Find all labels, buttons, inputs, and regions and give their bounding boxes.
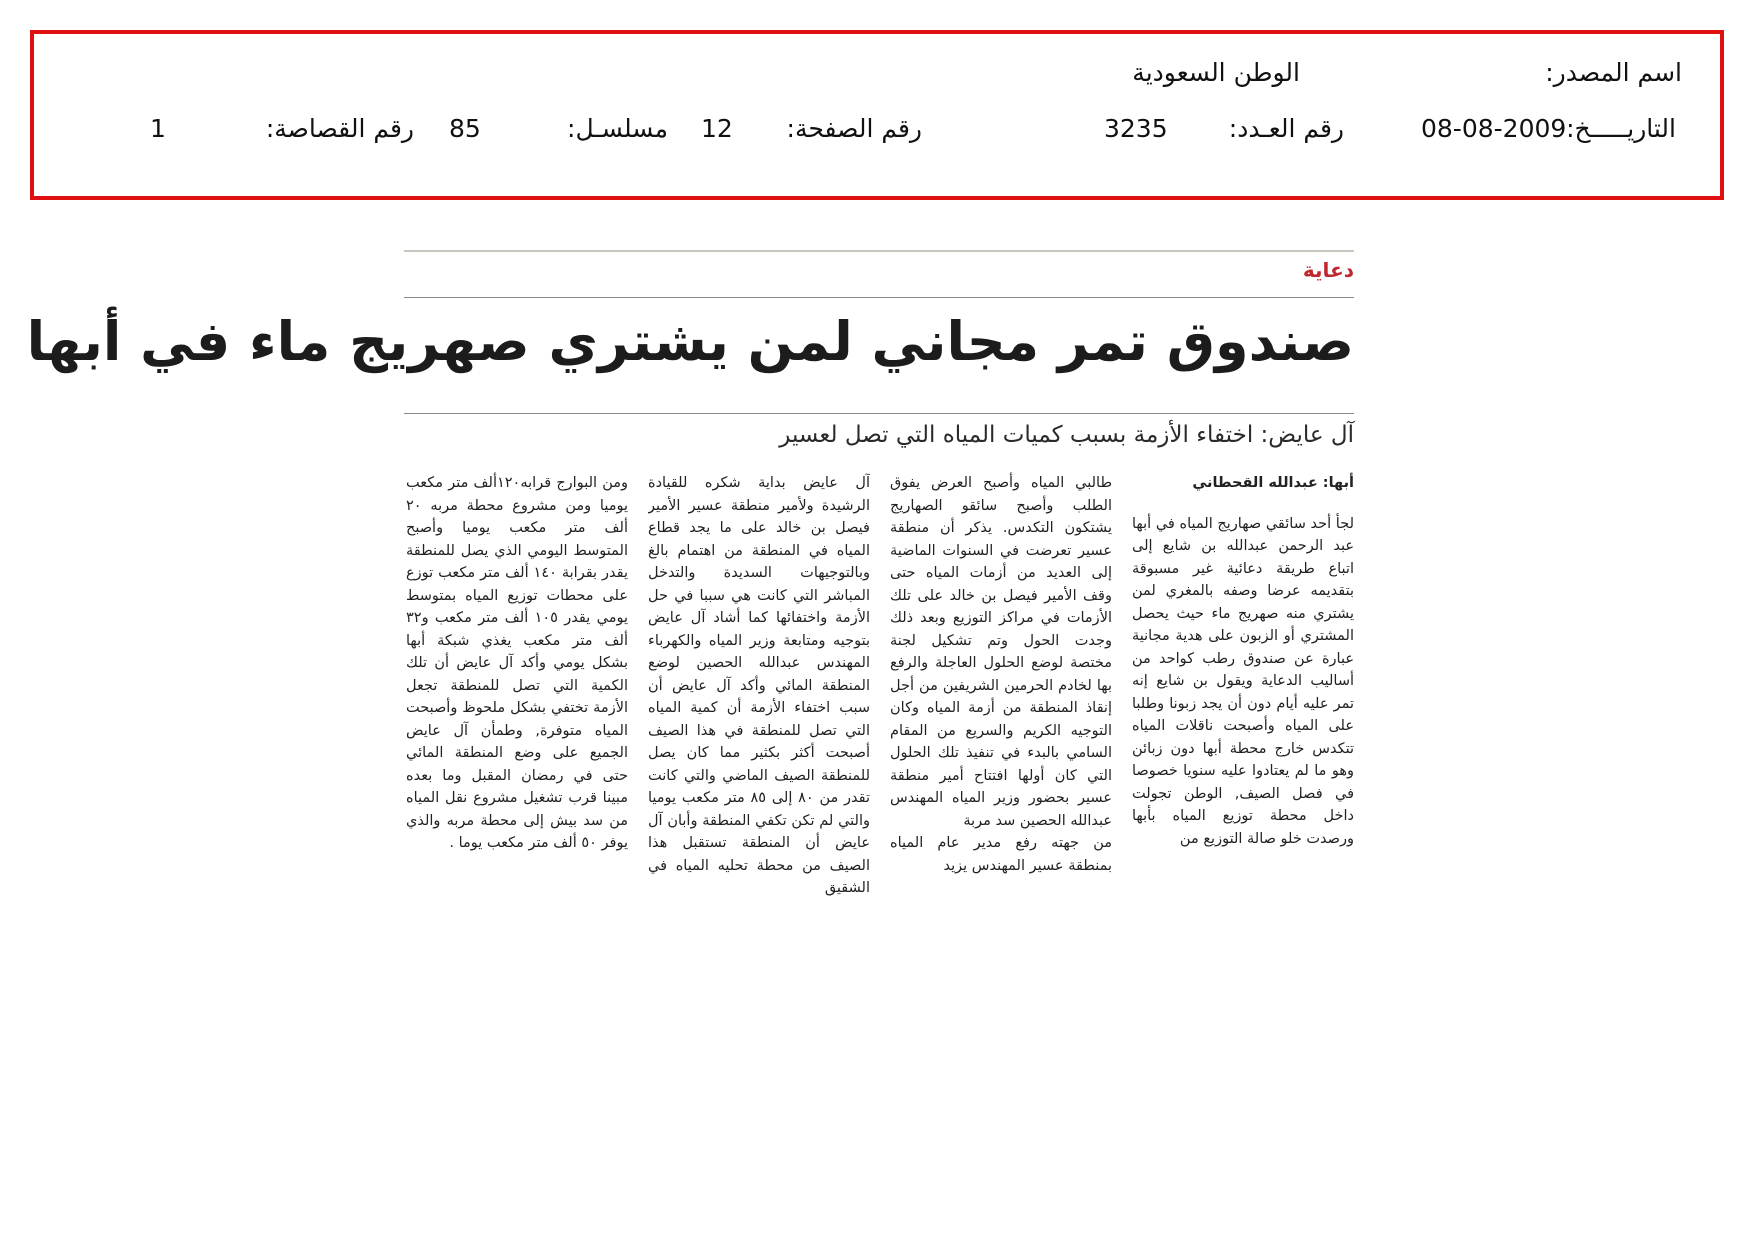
section-label: دعاية [1302, 258, 1354, 282]
column-2-text: طالبي المياه وأصبح العرض يفوق الطلب وأصبح سائقو الصهاريج يشتكون التكدس. يذكر أن منطقة عسير تعرضت في السنوات الماضية إلى العديد من أزمات المياه حتى وقف الأمير فيصل بن خالد على تلك الأزمات في مراكز التوزيع وبعد ذلك وجدت الحول وتم تشكيل لجنة مختصة لوضع الحلول العاجلة والرفع بها لخادم الحرمين الشريفين من أجل إنقاذ المنطقة من أزمة المياه وكان التوجيه الكريم والسريع من المقام السامي بالبدء في تنفيذ تلك الحلول التي كان أولها افتتاح أمير منطقة عسير بحضور وزير المياه المهندس عبدالله الحصين سد مربة من جهته رفع مدير عام المياه بمنطقة عسير المهندس يزيد [890, 475, 1112, 874]
newspaper-article [26, 250, 1354, 910]
date-value: 08-08-2009 [1421, 114, 1567, 143]
issue-label: رقم العـدد: [1228, 114, 1344, 143]
byline: أبها: عبدالله القحطاني [1192, 475, 1354, 491]
section-rule [404, 297, 1354, 298]
page-value: 12 [701, 114, 733, 143]
top-rule [404, 250, 1354, 252]
serial-label: مسلسـل: [567, 114, 668, 143]
subheadline: آل عايض: اختفاء الأزمة بسبب كميات المياه التي تصل لعسير [779, 422, 1354, 448]
serial-value: 85 [449, 114, 481, 143]
article-column-4 [406, 472, 628, 902]
column-4-text: ومن البوارج قرابه١٢٠ألف متر مكعب يوميا ومن مشروع محطة مربه ٢٠ ألف متر مكعب يوميا وأصبح المتوسط اليومي الذي يصل للمنطقة يقدر بقرابة ١٤٠ ألف متر مكعب توزع على محطات توزيع المياه بمتوسط يومي يقدر ١٠٥ ألف متر مكعب و٣٢ ألف متر مكعب يغذي شبكة أبها بشكل يومي وأكد آل عايض أن تلك الكمية التي تصل للمنطقة تجعل الأزمة تختفي بشكل ملحوظ وأصبحت المياه متوفرة, وطمأن آل عايض الجميع على وضع المنطقة المائي حتى في رمضان المقبل وما بعده مبينا قرب تشغيل مشروع نقل المياه من سد بيش إلى محطة مربه والذي يوفر ٥٠ ألف متر مكعب يوما . [406, 475, 628, 851]
issue-value: 3235 [1104, 114, 1168, 143]
clip-number-label: رقم القصاصة: [265, 114, 414, 143]
article-column-1 [1132, 472, 1354, 902]
column-3-text: آل عايض بداية شكره للقيادة الرشيدة ولأمير منطقة عسير الأمير فيصل بن خالد على ما يجد قطاع المياه في المنطقة من اهتمام بالغ وبالتوجيهات السديدة والتدخل المباشر التي كانت هي سببا في حل الأزمة واختفائها كما أشاد آل عايض بتوجيه ومتابعة وزير المياه والكهرباء المهندس عبدالله الحصين لوضع المنطقة المائي وأكد آل عايض أن سبب اختفاء الأزمة أن كمية المياه التي تصل للمنطقة في هذا الصيف أصبحت أكثر بكثير مما كان يصل للمنطقة الصيف الماضي والتي كانت تقدر من ٨٠ إلى ٨٥ متر مكعب يوميا والتي لم تكن تكفي المنطقة وأبان آل عايض أن المنطقة تستقبل هذا الصيف من محطة تحليه المياه في الشقيق [648, 475, 870, 896]
article-column-3 [648, 472, 870, 902]
source-label: اسم المصدر: [1545, 58, 1682, 87]
headline: صندوق تمر مجاني لمن يشتري صهريج ماء في أبها [26, 310, 1354, 373]
page-label: رقم الصفحة: [786, 114, 922, 143]
source-value: الوطن السعودية [1132, 58, 1300, 87]
clip-number-value: 1 [150, 114, 166, 143]
clipping-metadata-frame [30, 30, 1724, 200]
column-1-text: لجأ أحد سائقي صهاريج المياه في أبها عبد الرحمن عبدالله بن شايع إلى اتباع طريقة دعائية غير مسبوقة بتقديمه عرضا وصفه بالمغري لمن يشتري منه صهريج ماء حيث يحصل المشتري أو الزبون على هدية مجانية عبارة عن صندوق رطب كواحد من أساليب الدعاية ويقول بن شايع إنه تمر عليه أيام دون أن يجد زبونا وطلبا على المياه وأصبحت ناقلات المياه تتكدس خارج محطة أبها دون زبائن وهو ما لم يعتادوا عليه سنويا خصوصا في فصل الصيف, الوطن تجولت داخل محطة توزيع المياه بأبها ورصدت خلو صالة التوزيع من [1132, 515, 1354, 847]
headline-rule [404, 413, 1354, 414]
date-label: التاريـــــخ: [1566, 114, 1676, 143]
article-column-2 [890, 472, 1112, 902]
